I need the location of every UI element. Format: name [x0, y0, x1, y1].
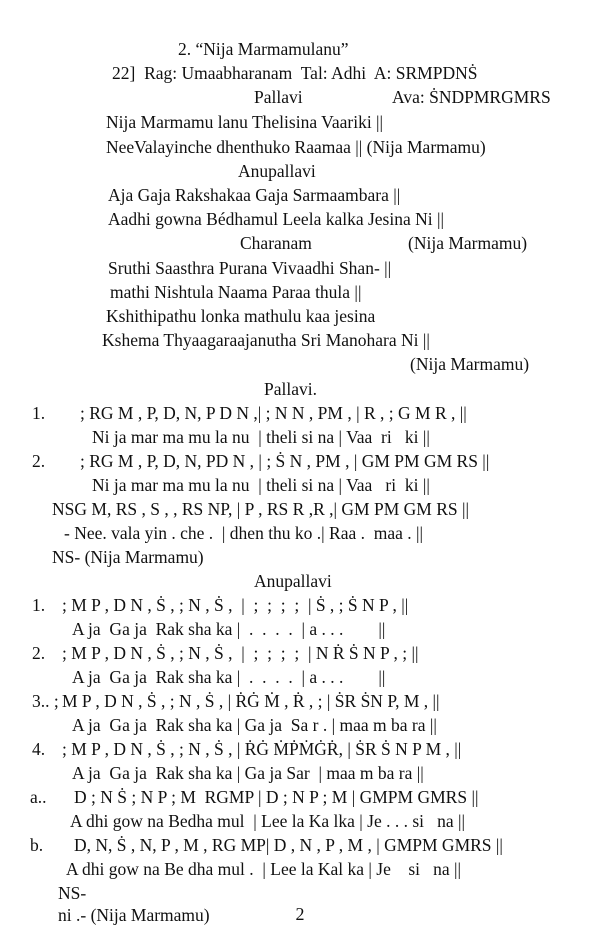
lyric-line: Aadhi gowna Bédhamul Leela kalka Jesina Ni || [108, 209, 445, 229]
swara-line: ; M P , D N , Ṡ , ; N , Ṡ , | ; ; ; ; | N Ṙ Ṡ N P , ; || [62, 643, 419, 663]
lyric-line: Sruthi Saasthra Purana Vivaadhi Shan- || [108, 258, 392, 278]
raga-tala-line: 22] Rag: Umaabharanam Tal: Adhi A: SRMPDNṠ [112, 63, 478, 83]
sahitya-line: Ni ja mar ma mu la nu | theli si na | Vaa ri ki || [92, 427, 430, 447]
sahitya-line: A ja Ga ja Rak sha ka | Ga ja Sar | maa m ba ra || [72, 763, 424, 783]
song-title: 2. “Nija Marmamulanu” [178, 39, 349, 59]
sahitya-line: NS- ni .- (Nija Marmamu) [58, 883, 210, 925]
notation-heading-anupallavi: Anupallavi [254, 571, 332, 591]
swara-line: ; M P , D N , Ṡ , ; N , Ṡ , | ; ; ; ; | Ṡ , ; Ṡ N P , || [62, 595, 409, 615]
page-number: 2 [295, 904, 305, 924]
sahitya-line: A dhi gow na Be dha mul . | Lee la Kal ka | Je si na || [66, 859, 462, 879]
line-number: 4. [32, 739, 46, 759]
lyric-line: Aja Gaja Rakshakaa Gaja Sarmaambara || [108, 185, 401, 205]
sahitya-line: Ni ja mar ma mu la nu | theli si na | Vaa ri ki || [92, 475, 430, 495]
swara-line: ; RG M , P, D, N, P D N ,| ; N N , PM , | R , ; G M R , || [80, 403, 467, 423]
refrain: (Nija Marmamu) [408, 233, 528, 253]
section-label-anupallavi: Anupallavi [238, 161, 316, 181]
sahitya-line: NS- (Nija Marmamu) [52, 547, 204, 567]
swara-line: NSG M, RS , S , , RS NP, | P , RS R ,R ,| GM PM GM RS || [52, 499, 469, 519]
line-number: 3.. ; [32, 691, 59, 711]
section-label-charanam: Charanam [240, 233, 312, 253]
sahitya-line: - Nee. vala yin . che . | dhen thu ko .| Raa . maa . || [64, 523, 424, 543]
swara-line: ; M P , D N , Ṡ , ; N , Ṡ , | ṘĠ ṀṖṀĠṘ, | ṠR Ṡ N P M , || [62, 739, 462, 759]
sahitya-line: A ja Ga ja Rak sha ka | . . . . | a . . . || [72, 619, 386, 639]
swara-line: D, N, Ṡ , N, P , M , RG MP| D , N , P , M , | GMPM GMRS || [74, 835, 503, 855]
line-number: 1. [32, 403, 46, 423]
lyric-line: Kshithipathu lonka mathulu kaa jesina [106, 306, 376, 326]
lyric-line: Nija Marmamu lanu Thelisina Vaariki || [106, 112, 384, 132]
notation-heading-pallavi: Pallavi. [264, 379, 317, 399]
line-number: b. [30, 835, 44, 855]
swara-line: ; RG M , P, D, N, PD N , | ; Ṡ N , PM , | GM PM GM RS || [80, 451, 490, 471]
line-number: 2. [32, 643, 46, 663]
lyric-line: mathi Nishtula Naama Paraa thula || [110, 282, 362, 302]
line-number: a.. [30, 787, 47, 807]
section-label-pallavi: Pallavi [254, 87, 303, 107]
line-number: 2. [32, 451, 46, 471]
lyric-line: NeeValayinche dhenthuko Raamaa || (Nija Marmamu) [106, 137, 486, 157]
refrain: (Nija Marmamu) [410, 354, 530, 374]
sahitya-line: A ja Ga ja Rak sha ka | . . . . | a . . . || [72, 667, 386, 687]
swara-line: D ; N Ṡ ; N P ; M RGMP | D ; N P ; M | GMPM GMRS || [74, 787, 479, 807]
swara-line: M P , D N , Ṡ , ; N , Ṡ , | ṘĠ Ṁ , Ṙ , ; | ṠR ṠN P, M , || [62, 691, 440, 711]
sahitya-line: A ja Ga ja Rak sha ka | Ga ja Sa r . | maa m ba ra || [72, 715, 437, 735]
line-number: 1. [32, 595, 46, 615]
sahitya-line: A dhi gow na Bedha mul | Lee la Ka lka | Je . . . si na || [70, 811, 466, 831]
lyric-line: Kshema Thyaagaraajanutha Sri Manohara Ni || [102, 330, 430, 350]
avarohana-line: Ava: ṠNDPMRGMRS [392, 87, 551, 107]
